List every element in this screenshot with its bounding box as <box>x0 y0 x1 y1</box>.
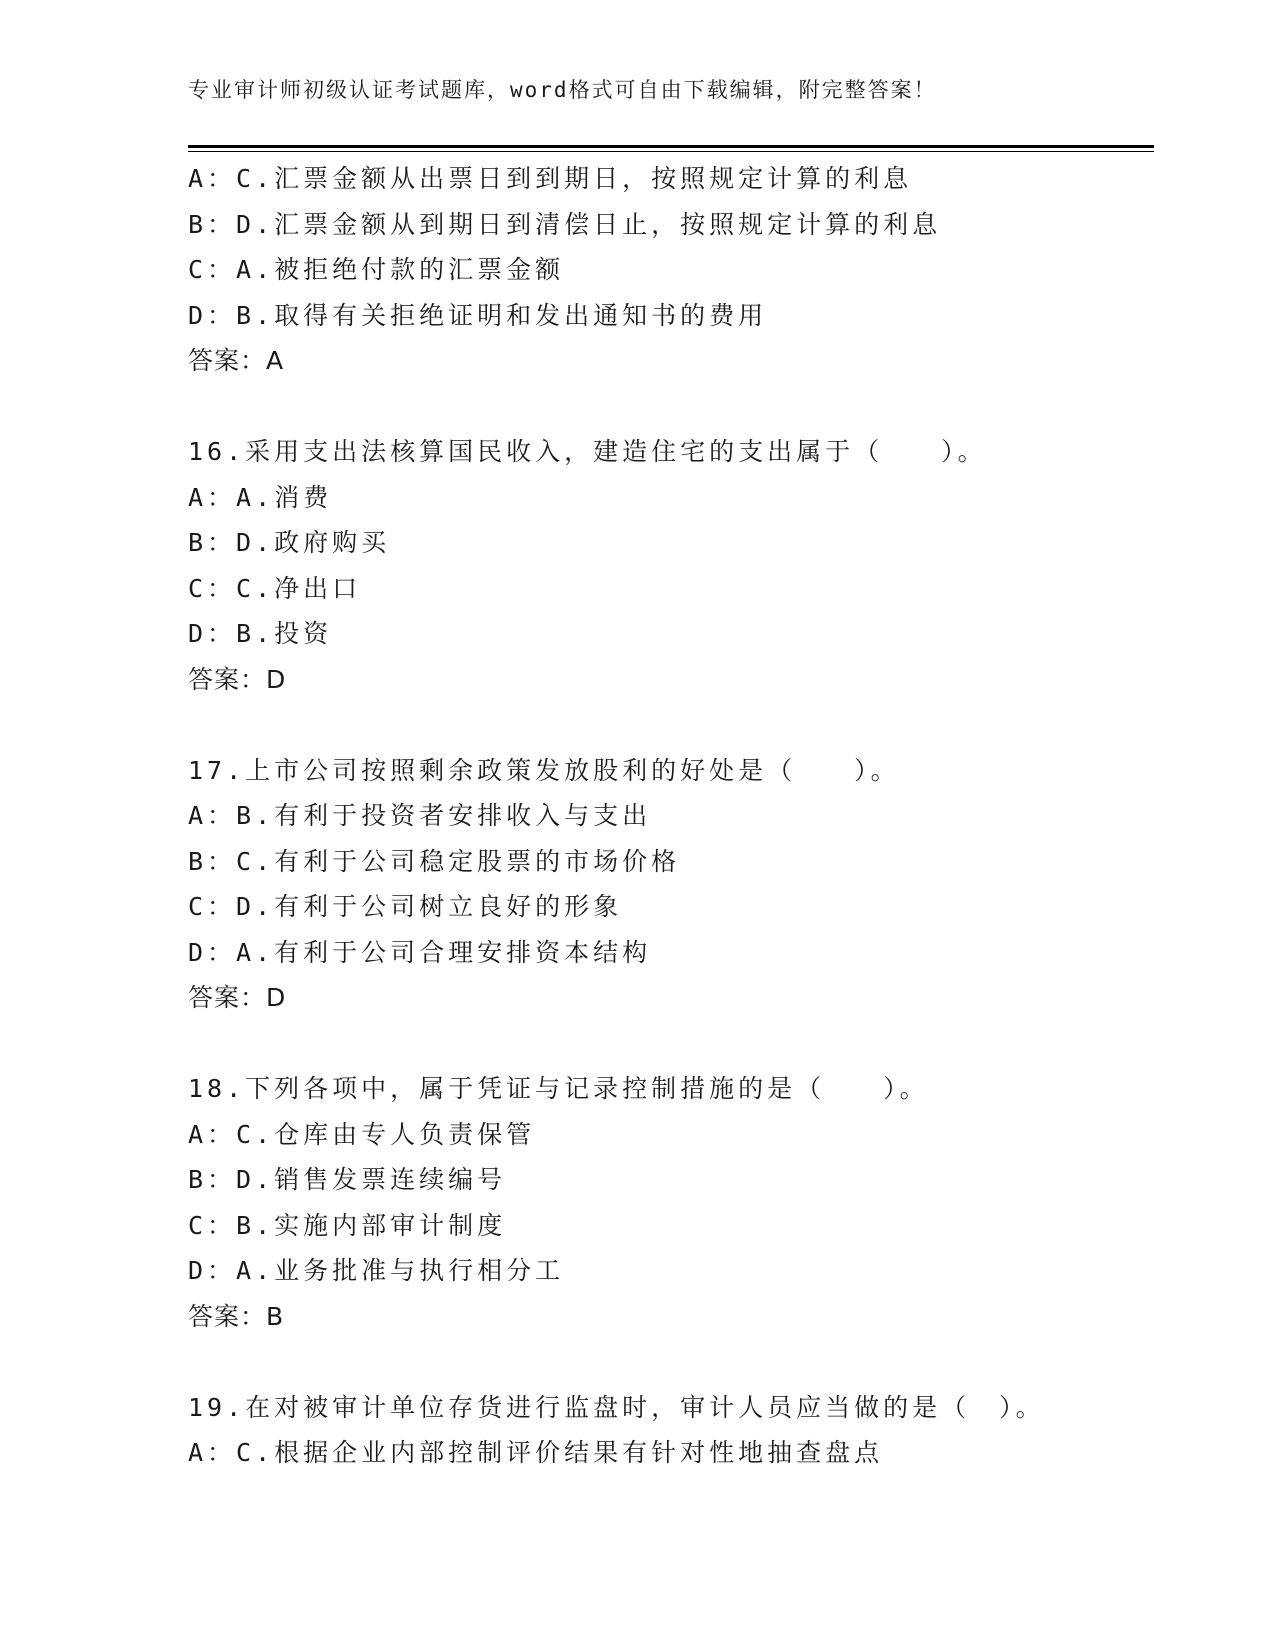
option-a: A：A.消费 <box>188 482 333 512</box>
header-rule-thin <box>188 151 1154 152</box>
spacer <box>188 1021 1154 1067</box>
option-b: B：D.销售发票连续编号 <box>188 1165 507 1194</box>
question-16-block <box>188 429 1154 702</box>
option-c: C：C.净出口 <box>188 573 362 603</box>
spacer <box>188 702 1154 748</box>
option-d: D：B.投资 <box>188 619 333 648</box>
question-19-block <box>188 1385 1154 1476</box>
question-17-block <box>188 748 1154 1021</box>
option-c: C：B.实施内部审计制度 <box>188 1210 507 1240</box>
option-c: C：D.有利于公司树立良好的形象 <box>188 892 623 921</box>
option-b: B：D.汇票金额从到期日到清偿日止，按照规定计算的利息 <box>188 209 942 239</box>
answer: 答案：D <box>188 664 287 694</box>
answer: 答案：D <box>188 983 287 1012</box>
page-header: 专业审计师初级认证考试题库，word格式可自由下载编辑，附完整答案！ <box>188 78 937 102</box>
question-text: 17.上市公司按照剩余政策发放股利的好处是（ ）。 <box>188 755 900 785</box>
document-body <box>188 156 1154 1476</box>
header-rule-thick <box>188 145 1154 148</box>
option-d: D：B.取得有关拒绝证明和发出通知书的费用 <box>188 300 768 330</box>
option-b: B：D.政府购买 <box>188 528 391 557</box>
option-a: A：C.仓库由专人负责保管 <box>188 1119 536 1149</box>
spacer <box>188 1339 1154 1385</box>
option-c: C：A.被拒绝付款的汇票金额 <box>188 255 565 284</box>
answer: 答案：B <box>188 1301 285 1331</box>
question-text: 16.采用支出法核算国民收入，建造住宅的支出属于（ ）。 <box>188 437 987 466</box>
option-d: D：A.有利于公司合理安排资本结构 <box>188 937 652 967</box>
option-b: B：C.有利于公司稳定股票的市场价格 <box>188 846 681 876</box>
option-a: A：C.根据企业内部控制评价结果有针对性地抽查盘点 <box>188 1438 884 1467</box>
question-15-block <box>188 156 1154 384</box>
option-a: A：B.有利于投资者安排收入与支出 <box>188 801 652 830</box>
answer: 答案：A <box>188 346 285 375</box>
option-d: D：A.业务批准与执行相分工 <box>188 1256 565 1285</box>
spacer <box>188 384 1154 430</box>
option-a: A：C.汇票金额从出票日到到期日，按照规定计算的利息 <box>188 164 913 193</box>
question-18-block <box>188 1066 1154 1339</box>
question-text: 18.下列各项中，属于凭证与记录控制措施的是（ ）。 <box>188 1074 929 1103</box>
question-text: 19.在对被审计单位存货进行监盘时，审计人员应当做的是（ ）。 <box>188 1392 1045 1422</box>
